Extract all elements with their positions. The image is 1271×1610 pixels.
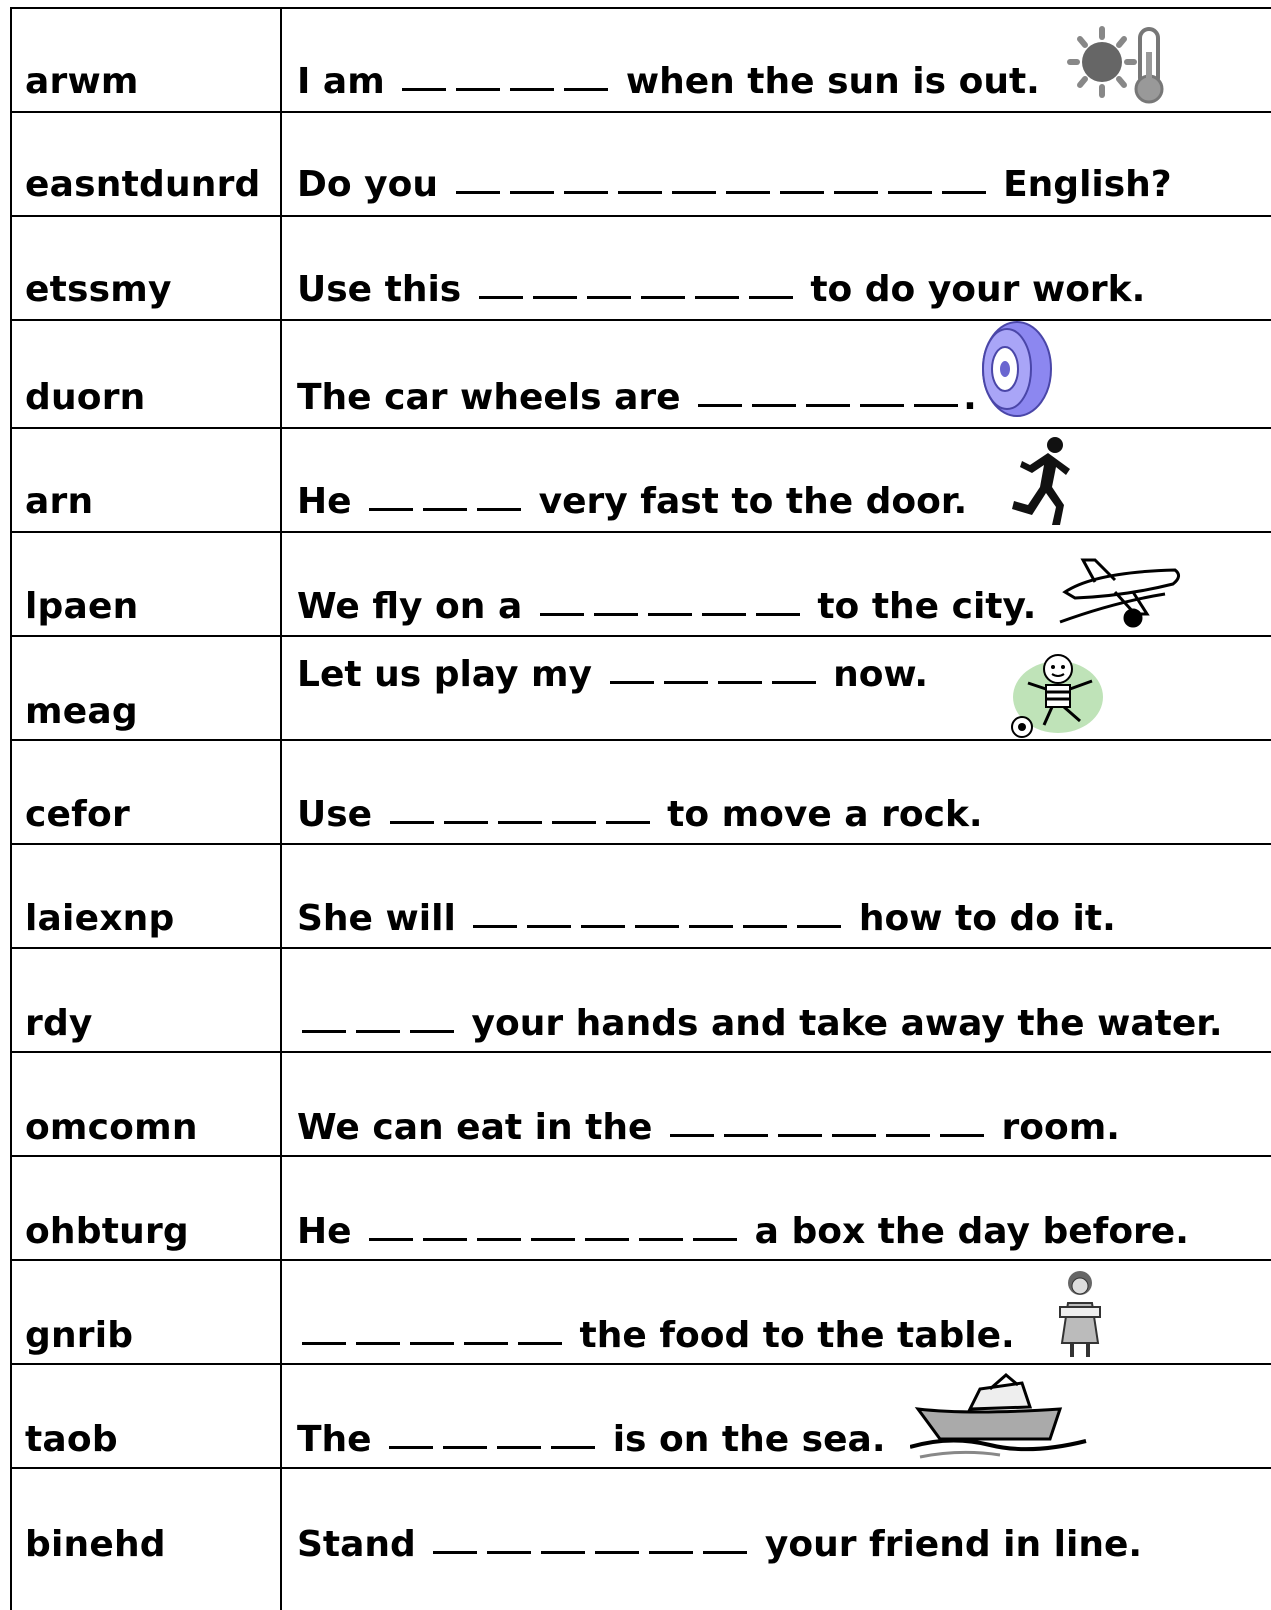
answer-blank[interactable] [487, 1551, 531, 1554]
row-divider [10, 635, 1271, 637]
sentence [297, 482, 967, 522]
answer-blank[interactable] [940, 1134, 984, 1137]
sentence-before-text: The car wheels are [297, 377, 681, 418]
answer-blank[interactable] [610, 681, 654, 684]
sentence-after-text: English? [1003, 164, 1172, 205]
answer-blank[interactable] [834, 191, 878, 194]
sentence [297, 1420, 886, 1460]
answer-blank[interactable] [443, 1446, 487, 1449]
sentence-after-text: your friend in line. [764, 1524, 1143, 1565]
answer-blank[interactable] [356, 1342, 400, 1345]
answer-blank[interactable] [641, 296, 685, 299]
answer-blank[interactable] [564, 88, 608, 91]
row-divider [10, 7, 1271, 9]
sentence-before-text: Use this [297, 269, 462, 310]
answer-blank[interactable] [702, 613, 746, 616]
answer-blank[interactable] [410, 1030, 454, 1033]
row-divider [10, 215, 1271, 217]
sentence [297, 1525, 1142, 1565]
scrambled-word: cefor [25, 794, 130, 835]
sentence-after-text: is on the sea. [612, 1419, 886, 1460]
answer-blank[interactable] [648, 613, 692, 616]
answer-blank[interactable] [606, 821, 650, 824]
answer-blank[interactable] [698, 404, 742, 407]
sentence-before-text: She will [297, 898, 456, 939]
answer-blank[interactable] [540, 613, 584, 616]
answer-blank[interactable] [541, 1551, 585, 1554]
answer-blank[interactable] [649, 1551, 693, 1554]
sentence-before-text: We fly on a [297, 586, 523, 627]
sentence-before-text: Let us play my [297, 654, 592, 695]
row-divider [10, 531, 1271, 533]
scrambled-word: lpaen [25, 586, 139, 627]
airplane-icon [1055, 552, 1185, 634]
sentence-before-text: He [297, 481, 352, 522]
answer-blank[interactable] [581, 925, 625, 928]
tire-icon [975, 319, 1055, 419]
answer-blank[interactable] [664, 681, 708, 684]
answer-blank[interactable] [672, 191, 716, 194]
sentence-before-text: Use [297, 794, 373, 835]
sentence-before-text: He [297, 1211, 352, 1252]
sentence-after-text: room. [1001, 1107, 1120, 1148]
sentence-after-text: very fast to the door. [538, 481, 968, 522]
answer-blank[interactable] [456, 191, 500, 194]
scrambled-word: gnrib [25, 1315, 134, 1356]
scrambled-word: meag [25, 691, 138, 732]
answer-blank[interactable] [806, 404, 850, 407]
sentence-before-text: I am [297, 61, 385, 102]
row-divider [10, 843, 1271, 845]
scrambled-word: duorn [25, 377, 146, 418]
answer-blank[interactable] [724, 1134, 768, 1137]
answer-blank[interactable] [510, 88, 554, 91]
answer-blank[interactable] [832, 1134, 876, 1137]
answer-blank[interactable] [639, 1238, 683, 1241]
sentence-after-text: to the city. [817, 586, 1037, 627]
scrambled-word: laiexnp [25, 898, 175, 939]
answer-blank[interactable] [423, 1238, 467, 1241]
scrambled-word: arwm [25, 61, 139, 102]
answer-blank[interactable] [464, 1342, 508, 1345]
scrambled-word: arn [25, 481, 94, 522]
scrambled-word: ohbturg [25, 1211, 189, 1252]
row-divider [10, 319, 1271, 321]
answer-blank[interactable] [369, 508, 413, 511]
sun-thermometer-icon [1060, 17, 1180, 107]
answer-blank[interactable] [477, 1238, 521, 1241]
answer-blank[interactable] [510, 191, 554, 194]
sentence-before-text: We can eat in the [297, 1107, 653, 1148]
answer-blank[interactable] [743, 925, 787, 928]
sentence-after-text: a box the day before. [754, 1211, 1189, 1252]
answer-blank[interactable] [670, 1134, 714, 1137]
answer-blank[interactable] [527, 925, 571, 928]
answer-blank[interactable] [402, 88, 446, 91]
answer-blank[interactable] [390, 821, 434, 824]
sentence [297, 1108, 1120, 1148]
answer-blank[interactable] [595, 1551, 639, 1554]
column-divider [10, 7, 12, 1610]
answer-blank[interactable] [914, 404, 958, 407]
sentence [297, 1316, 1015, 1356]
answer-blank[interactable] [473, 925, 517, 928]
answer-blank[interactable] [618, 191, 662, 194]
row-divider [10, 947, 1271, 949]
answer-blank[interactable] [886, 1134, 930, 1137]
answer-blank[interactable] [389, 1446, 433, 1449]
answer-blank[interactable] [585, 1238, 629, 1241]
row-divider [10, 1259, 1271, 1261]
row-divider [10, 1467, 1271, 1469]
sentence [297, 655, 928, 695]
answer-blank[interactable] [635, 925, 679, 928]
sentence [297, 795, 983, 835]
sentence-after-text: to do your work. [810, 269, 1146, 310]
soccer-kid-icon [1000, 647, 1110, 739]
sentence-after-text: now. [833, 654, 929, 695]
row-divider [10, 1155, 1271, 1157]
answer-blank[interactable] [780, 191, 824, 194]
row-divider [10, 739, 1271, 741]
sentence [297, 62, 1040, 102]
sentence-before-text: Do you [297, 164, 438, 205]
row-divider [10, 427, 1271, 429]
answer-blank[interactable] [942, 191, 986, 194]
answer-blank[interactable] [531, 1238, 575, 1241]
answer-blank[interactable] [551, 1446, 595, 1449]
running-figure-icon [1000, 435, 1075, 530]
row-divider [10, 1051, 1271, 1053]
girl-with-tray-icon [1050, 1269, 1110, 1361]
scrambled-word: omcomn [25, 1107, 198, 1148]
scrambled-word: binehd [25, 1524, 166, 1565]
sentence [297, 899, 1116, 939]
answer-blank[interactable] [756, 613, 800, 616]
sentence [297, 378, 977, 418]
column-divider [280, 7, 282, 1610]
scrambled-word: taob [25, 1419, 118, 1460]
sentence [297, 270, 1145, 310]
answer-blank[interactable] [497, 1446, 541, 1449]
answer-blank[interactable] [752, 404, 796, 407]
sentence [297, 1004, 1223, 1044]
answer-blank[interactable] [594, 613, 638, 616]
answer-blank[interactable] [689, 925, 733, 928]
answer-blank[interactable] [423, 508, 467, 511]
answer-blank[interactable] [410, 1342, 454, 1345]
sentence [297, 587, 1036, 627]
answer-blank[interactable] [302, 1030, 346, 1033]
answer-blank[interactable] [797, 925, 841, 928]
scrambled-word: etssmy [25, 269, 172, 310]
sentence-before-text: The [297, 1419, 372, 1460]
answer-blank[interactable] [860, 404, 904, 407]
answer-blank[interactable] [703, 1551, 747, 1554]
sentence [297, 165, 1172, 205]
row-divider [10, 111, 1271, 113]
answer-blank[interactable] [369, 1238, 413, 1241]
answer-blank[interactable] [564, 191, 608, 194]
answer-blank[interactable] [456, 88, 500, 91]
answer-blank[interactable] [695, 296, 739, 299]
worksheet-table [10, 7, 1271, 1610]
sentence-after-text: when the sun is out. [625, 61, 1040, 102]
answer-blank[interactable] [693, 1238, 737, 1241]
answer-blank[interactable] [718, 681, 762, 684]
answer-blank[interactable] [778, 1134, 822, 1137]
sentence-after-text: . [963, 377, 977, 418]
sentence-after-text: the food to the table. [579, 1315, 1015, 1356]
answer-blank[interactable] [477, 508, 521, 511]
answer-blank[interactable] [888, 191, 932, 194]
sentence-after-text: your hands and take away the water. [471, 1003, 1223, 1044]
answer-blank[interactable] [587, 296, 631, 299]
answer-blank[interactable] [749, 296, 793, 299]
answer-blank[interactable] [302, 1342, 346, 1345]
answer-blank[interactable] [533, 296, 577, 299]
answer-blank[interactable] [498, 821, 542, 824]
scrambled-word: easntdunrd [25, 164, 261, 205]
answer-blank[interactable] [479, 296, 523, 299]
sentence-after-text: to move a rock. [667, 794, 983, 835]
answer-blank[interactable] [552, 821, 596, 824]
answer-blank[interactable] [444, 821, 488, 824]
row-divider [10, 1363, 1271, 1365]
sentence-before-text: Stand [297, 1524, 416, 1565]
answer-blank[interactable] [772, 681, 816, 684]
scrambled-word: rdy [25, 1003, 93, 1044]
answer-blank[interactable] [518, 1342, 562, 1345]
boat-icon [910, 1369, 1088, 1465]
sentence [297, 1212, 1189, 1252]
answer-blank[interactable] [356, 1030, 400, 1033]
sentence-after-text: how to do it. [858, 898, 1116, 939]
answer-blank[interactable] [726, 191, 770, 194]
answer-blank[interactable] [433, 1551, 477, 1554]
